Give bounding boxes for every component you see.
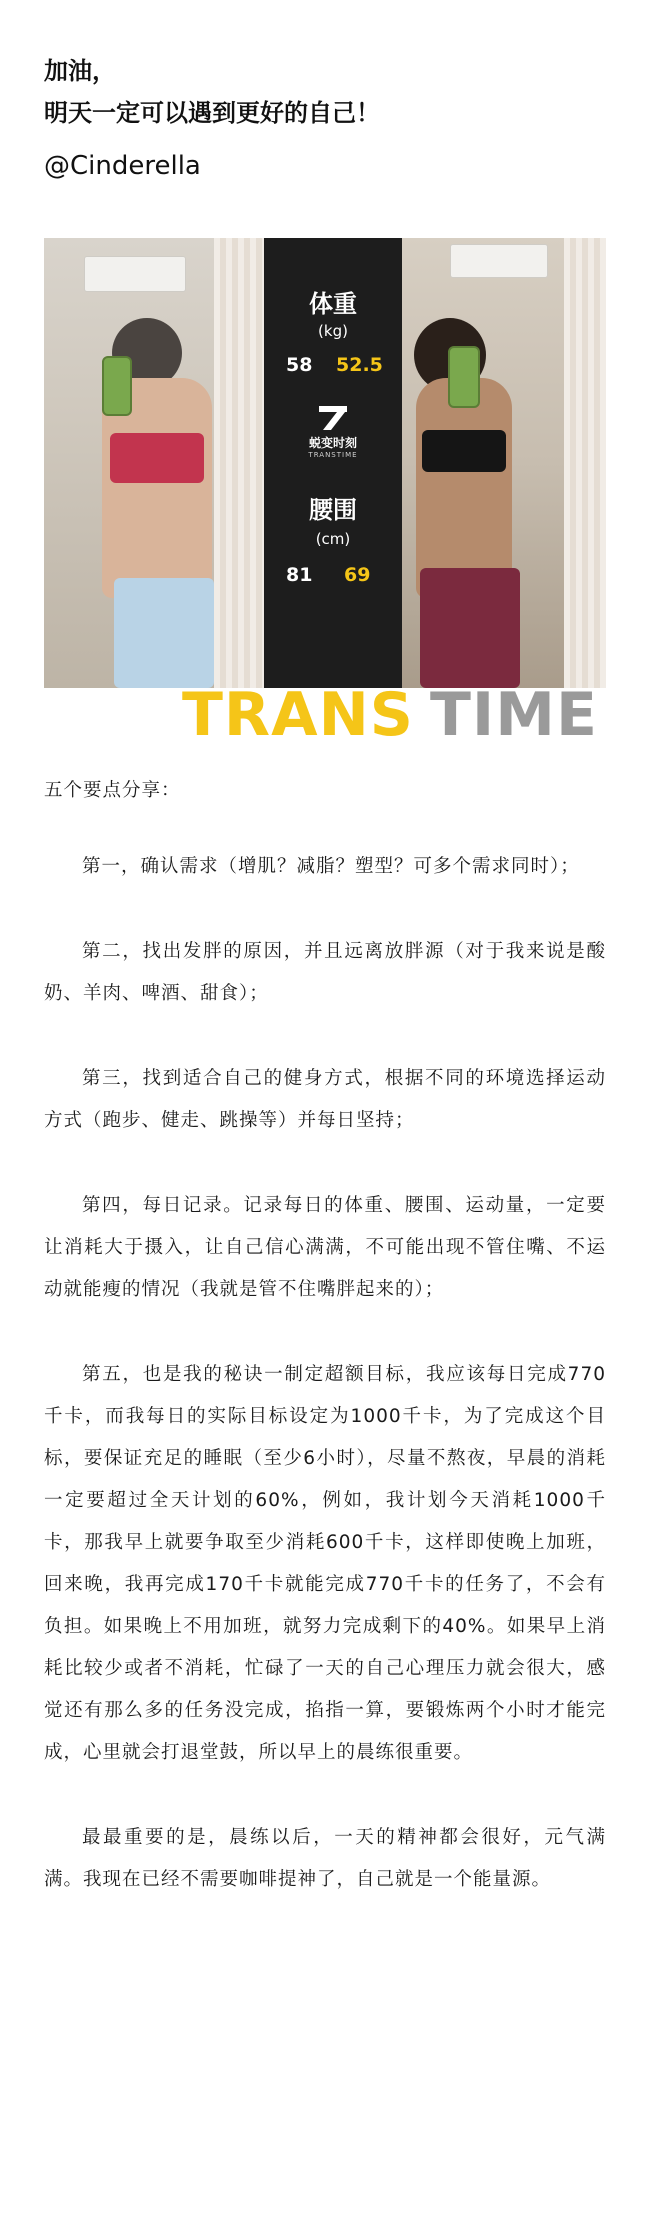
author-handle[interactable]: @Cinderella bbox=[44, 151, 201, 181]
paragraph-6: 最最重要的是，晨练以后，一天的精神都会很好，元气满满。我现在已经不需要咖啡提神了，自己就是一个能量源。 bbox=[44, 1827, 606, 1890]
paragraph-4: 第四，每日记录。记录每日的体重、腰围、运动量，一定要让消耗大于摄入，让自己信心满满，不可能出现不管住嘴、不运动就能瘦的情况（我就是管不住嘴胖起来的）； bbox=[44, 1195, 606, 1300]
header-line-2: 明天一定可以遇到更好的自己！ bbox=[44, 99, 380, 127]
paragraph-5: 第五，也是我的秘诀一制定超额目标，我应该每日完成770千卡，而我每日的实际目标设定为1000千卡，为了完成这个目标，要保证充足的睡眠（至少6小时），尽量不熬夜，早晨的消耗一定要超过全天计划的60%，例如，我计划今天消耗1000千卡，那我早上就要争取至少消耗600千卡，这样即使晚上加班，回来晚，我再完成170千卡就能完成770千卡的任务了，不会有负担。如果晚上不用加班，就努力完成剩下的40%。如果早上消耗比较少或者不消耗，忙碌了一天的自己心理压力就会很大，感觉还有那么多的任务没完成，掐指一算，要锻炼两个小时才能完成，心里就会打退堂鼓，所以早上的晨练很重要。 bbox=[44, 1364, 606, 1763]
phone-icon bbox=[448, 346, 480, 408]
paragraph-2: 第二，找出发胖的原因，并且远离放胖源（对于我来说是酸奶、羊肉、啤酒、甜食）； bbox=[44, 941, 606, 1004]
waist-before: 81 bbox=[286, 564, 313, 586]
header-line-1: 加油， bbox=[44, 57, 116, 85]
weight-unit: (kg) bbox=[318, 322, 348, 340]
logo-text-en: TRANSTIME bbox=[308, 451, 358, 459]
waist-title: 腰围 bbox=[309, 496, 357, 524]
weight-before: 58 bbox=[286, 354, 313, 376]
intro-text: 五个要点分享： bbox=[44, 780, 181, 801]
banner-trans: TRANS bbox=[182, 680, 414, 740]
transtime-banner bbox=[44, 680, 606, 740]
banner-time: TIME bbox=[430, 680, 598, 740]
paragraph-3: 第三，找到适合自己的健身方式，根据不同的环境选择运动方式（跑步、健走、跳操等）并每日坚持； bbox=[44, 1068, 606, 1131]
logo-text-cn: 蜕变时刻 bbox=[308, 436, 357, 450]
stats-panel bbox=[264, 238, 402, 688]
waist-unit: (cm) bbox=[315, 530, 351, 548]
waist-after: 69 bbox=[344, 564, 371, 586]
weight-after: 52.5 bbox=[336, 354, 383, 376]
after-photo bbox=[396, 238, 606, 688]
article-header bbox=[0, 0, 650, 186]
transtime-logo-icon bbox=[319, 406, 347, 430]
air-conditioner-right bbox=[450, 244, 548, 278]
air-conditioner-left bbox=[84, 256, 186, 292]
weight-title: 体重 bbox=[309, 290, 357, 318]
phone-icon bbox=[102, 356, 132, 416]
curtain-right bbox=[564, 238, 606, 688]
paragraph-1: 第一，确认需求（增肌？减脂？塑型？可多个需求同时）； bbox=[82, 856, 580, 877]
article-body bbox=[44, 770, 606, 1944]
before-after-photo bbox=[44, 238, 606, 740]
